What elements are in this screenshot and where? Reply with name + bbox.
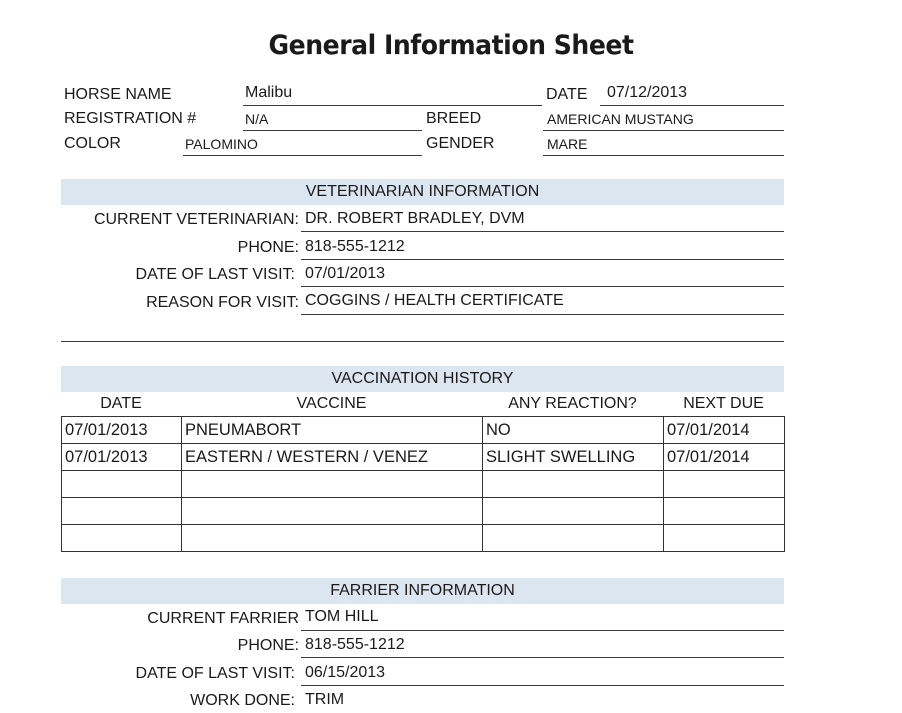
vet-phone-underline	[301, 259, 784, 260]
horse-name-underline	[243, 105, 542, 106]
vet-last-visit-field[interactable]: 07/01/2013	[305, 265, 386, 282]
col-header-reaction: ANY REACTION?	[508, 395, 637, 412]
gender-underline	[543, 155, 784, 156]
farrier-work-label: WORK DONE:	[190, 692, 295, 709]
farrier-phone-label: PHONE:	[237, 637, 299, 654]
farrier-last-visit-field[interactable]: 06/15/2013	[305, 664, 386, 681]
vaccination-reaction-cell[interactable]	[483, 525, 664, 552]
color-underline	[183, 155, 422, 156]
registration-underline	[243, 130, 422, 131]
vet-section-header	[61, 179, 784, 205]
breed-label: BREED	[426, 110, 482, 127]
farrier-phone-underline	[301, 657, 784, 658]
vaccination-reaction-cell[interactable]	[483, 498, 664, 525]
vaccination-vaccine-cell[interactable]	[182, 471, 483, 498]
vaccination-vaccine-cell[interactable]: EASTERN / WESTERN / VENEZ	[182, 444, 483, 471]
vet-reason-underline	[301, 314, 784, 315]
vaccination-date-cell[interactable]	[62, 498, 182, 525]
farrier-current-field[interactable]: TOM HILL	[305, 608, 379, 625]
vaccination-reaction-cell[interactable]: SLIGHT SWELLING	[483, 444, 664, 471]
farrier-current-underline	[301, 630, 784, 631]
vaccination-next-due-cell[interactable]	[664, 498, 785, 525]
farrier-last-visit-label: DATE OF LAST VISIT:	[135, 665, 295, 682]
horse-name-field[interactable]: Malibu	[245, 84, 293, 101]
date-underline	[600, 105, 784, 106]
vaccination-date-cell[interactable]	[62, 525, 182, 552]
col-header-date: DATE	[100, 395, 142, 412]
farrier-section-title: FARRIER INFORMATION	[330, 582, 515, 599]
farrier-work-field[interactable]: TRIM	[305, 691, 345, 708]
farrier-last-visit-underline	[301, 685, 784, 686]
col-header-vaccine: VACCINE	[296, 395, 367, 412]
table-row	[62, 444, 785, 471]
date-field[interactable]: 07/12/2013	[607, 84, 688, 101]
vaccination-vaccine-cell[interactable]	[182, 498, 483, 525]
vet-last-visit-underline	[301, 286, 784, 287]
farrier-section-header	[61, 578, 784, 604]
vaccination-date-cell[interactable]: 07/01/2013	[62, 417, 182, 444]
breed-underline	[543, 130, 784, 131]
vaccination-vaccine-cell[interactable]: PNEUMABORT	[182, 417, 483, 444]
vet-reason-label: REASON FOR VISIT:	[146, 294, 299, 311]
vet-phone-label: PHONE:	[237, 239, 299, 256]
gender-label: GENDER	[426, 135, 495, 152]
col-header-next-due: NEXT DUE	[683, 395, 764, 412]
vaccination-section-title: VACCINATION HISTORY	[331, 370, 514, 387]
vaccination-next-due-cell[interactable]: 07/01/2014	[664, 417, 785, 444]
vet-current-field[interactable]: DR. ROBERT BRADLEY, DVM	[305, 210, 525, 227]
vaccination-next-due-cell[interactable]: 07/01/2014	[664, 444, 785, 471]
vaccination-reaction-cell[interactable]	[483, 471, 664, 498]
vet-notes-line[interactable]	[61, 341, 784, 342]
table-row	[62, 471, 785, 498]
breed-field[interactable]: AMERICAN MUSTANG	[547, 111, 694, 127]
vet-reason-field[interactable]: COGGINS / HEALTH CERTIFICATE	[305, 292, 564, 309]
horse-name-label: HORSE NAME	[64, 86, 172, 103]
registration-field[interactable]: N/A	[245, 111, 269, 127]
color-label: COLOR	[64, 135, 121, 152]
vet-last-visit-label: DATE OF LAST VISIT:	[135, 266, 295, 283]
vaccination-vaccine-cell[interactable]	[182, 525, 483, 552]
registration-label: REGISTRATION #	[64, 110, 197, 127]
farrier-current-label: CURRENT FARRIER	[147, 610, 299, 627]
table-row	[62, 498, 785, 525]
page-title: General Information Sheet	[268, 30, 634, 61]
vaccination-date-cell[interactable]: 07/01/2013	[62, 444, 182, 471]
vaccination-next-due-cell[interactable]	[664, 471, 785, 498]
date-label: DATE	[546, 86, 588, 103]
table-row	[62, 525, 785, 552]
vaccination-reaction-cell[interactable]: NO	[483, 417, 664, 444]
vet-phone-field[interactable]: 818-555-1212	[305, 238, 405, 255]
gender-field[interactable]: MARE	[547, 136, 588, 152]
color-field[interactable]: PALOMINO	[185, 136, 258, 152]
vet-current-label: CURRENT VETERINARIAN:	[93, 211, 299, 228]
vet-section-title: VETERINARIAN INFORMATION	[305, 183, 540, 200]
vaccination-next-due-cell[interactable]	[664, 525, 785, 552]
table-row	[62, 417, 785, 444]
vaccination-table	[61, 416, 785, 552]
vet-current-underline	[301, 231, 784, 232]
farrier-phone-field[interactable]: 818-555-1212	[305, 636, 405, 653]
vaccination-section-header	[61, 366, 784, 392]
vaccination-date-cell[interactable]	[62, 471, 182, 498]
